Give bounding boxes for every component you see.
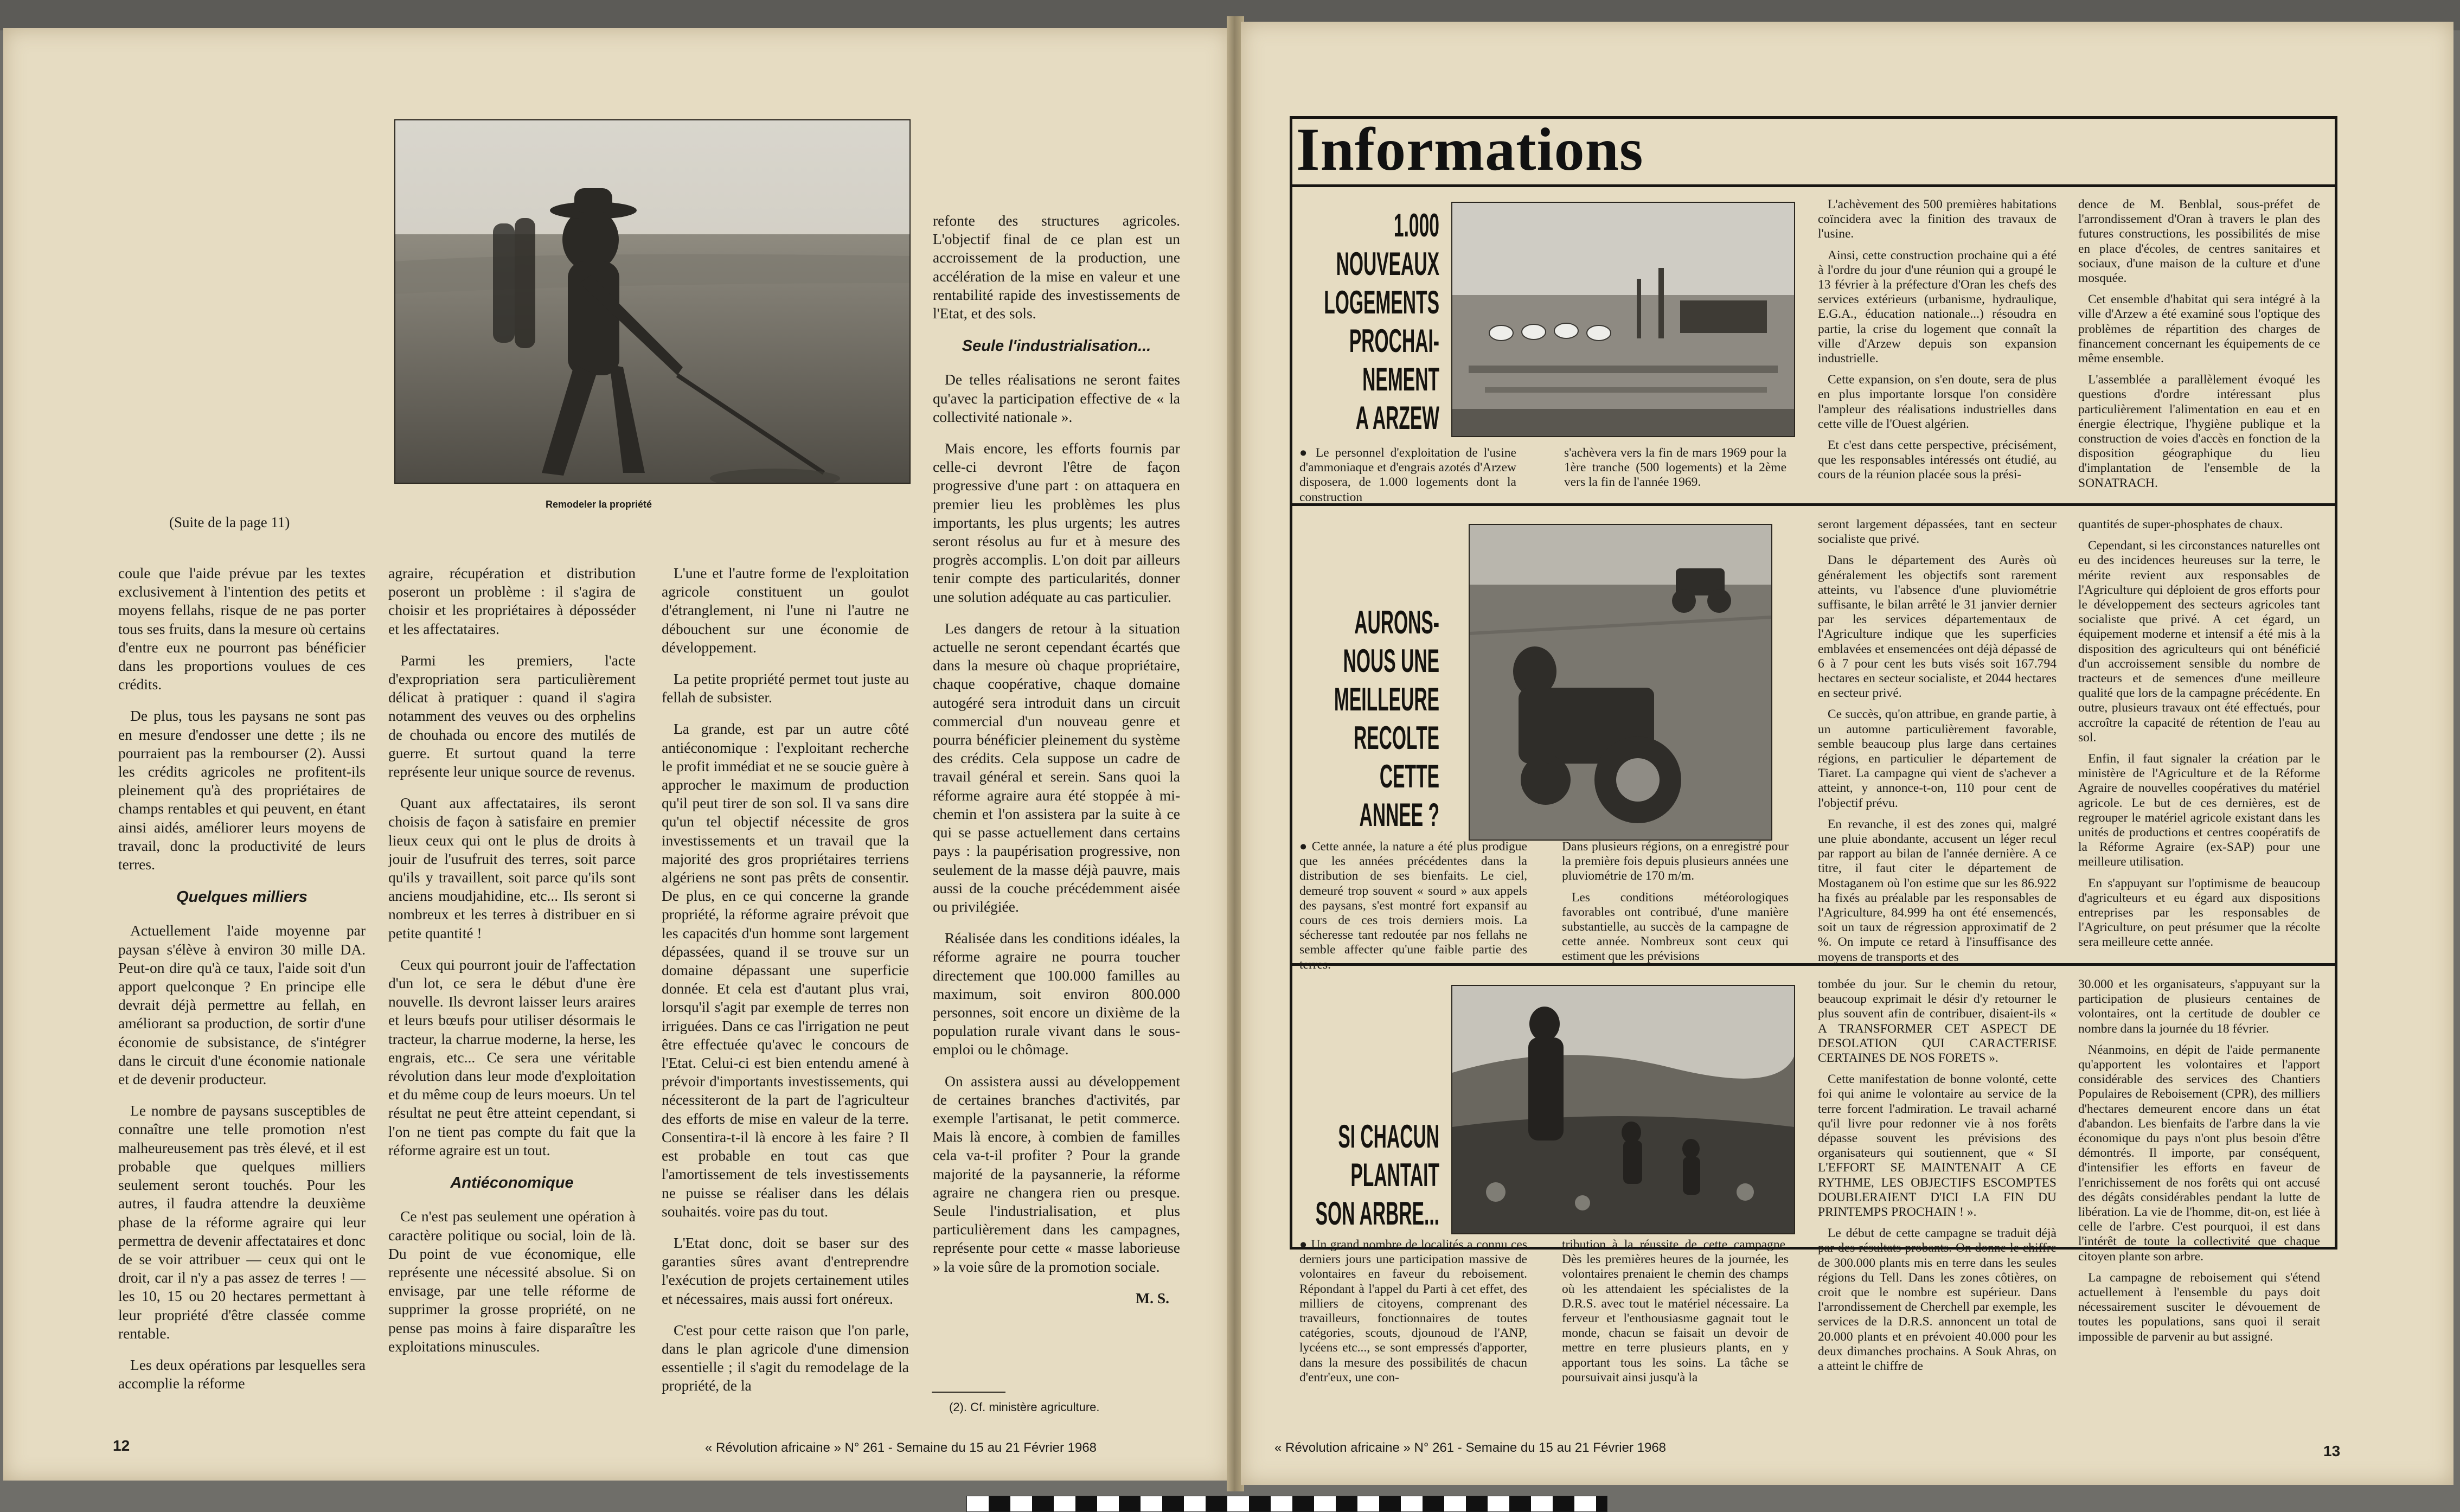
photo-tractors [1469, 524, 1772, 841]
paragraph: La grande, est par un autre côté antiéconomique : l'exploitant recherche le profit immédiat et ne se soucie guère à approcher le maximum de production qu'il peut tirer de son sol. Il va sans dire qu'un tel objectif nécessite de gros investissements et un travail que la majorité des gros propriétaires terriens algériens ne sont pas prêts de consentir. De plus, en ce qui concerne la grande propriété, la réforme agraire prévoit que les capacités d'un homme sont largement dépassées, quand il se trouve sur un domaine dépassant une superficie donnée. Et cela est d'autant plus vrai, lorsqu'il s'agit par exemple de terres non irriguées. Dans ce cas l'irrigation ne peut être effectuée qu'avec le concours de l'Etat. Celui-ci est bien entendu amené à prévoir d'importants investissements, qui nécessiteront de la part de l'agriculteur des efforts de mise en valeur de la terre. Consentira-t-il là encore à les faire ? Il est probable en tout cas que l'amortissement de tels investissements ne puisse se réaliser dans les délais souhaités. voire pas du tout. [662, 720, 909, 1220]
left-column-4 [933, 212, 1180, 1308]
headline-line: MEILLEURE [1334, 681, 1439, 717]
page-footer-left: « Révolution africaine » N° 261 - Semaine du 15 au 21 Février 1968 [705, 1440, 1097, 1455]
continued-from-note: (Suite de la page 11) [169, 514, 290, 530]
paragraph: En s'appuyant sur l'optimisme de beaucoup d'agriculteurs et eu égard aux dispositions entreprises par les responsables de l'Agriculture, on peut présumer que la récolte sera meilleure cette année. [2078, 876, 2320, 950]
paragraph: Ceux qui pourront jouir de l'affectation d'un lot, ce sera le début d'une ère nouvelle. Ils devront laisser leurs araires et leurs bœufs pour utiliser désormais le tracteur, la charrue moderne, la herse, les engrais, etc... Ce sera une véritable révolution dans leur mode d'exploitation et du même coup de leurs moeurs. Un tel résultat ne peut être atteint cependant, si l'on ne tient pas compte du fait que la réforme agraire est un tout. [388, 956, 636, 1158]
paragraph: Le début de cette campagne se traduit déjà par des résultats probants. On donne le chiffre de 300.000 plants mis en terre dans les seules régions du Tell. Dans les zones côtières, on croit que le nombre est supérieur. Dans l'arrondissement de Cherchell par exemple, les services de la D.R.S. annoncent un total de 20.000 plants et en prévoient 40.000 pour les deux dimanches prochains. A Souk Ahras, on a atteint le chiffre de [1818, 1226, 2057, 1374]
article3-column-1 [1818, 977, 2057, 1380]
article2-column-1 [1818, 517, 2057, 971]
paragraph: Actuellement l'aide moyenne par paysan s'élève à environ 30 mille DA. Peut-on dire qu'à ce taux, l'aide soit d'un apport quelconque ? En principe elle devrait déjà permettre au fellah, en améliorant sa production, de sortir d'une économie de subsistance, de s'intégrer dans le circuit d'une économie nationale et de devenir producteur. [118, 922, 366, 1088]
paragraph: Et c'est dans cette perspective, précisément, que les responsables intéressés ont étudié, au cours de la réunion placée sous la prési- [1818, 438, 2057, 482]
paragraph: On assistera aussi au développement de certaines branches d'activités, par exemple l'artisanat, le petit commerce. Mais là encore, à combien de familles cela va-t-il profiter ? Pour la grande majorité de la paysannerie, la réforme agraire ne changera rien ou presque. Seule l'industrialisation, et plus particulièrement dans les campagnes, représente pour cette « masse laborieuse » la voie sûre de la promotion sociale. [933, 1072, 1180, 1275]
paragraph: Les dangers de retour à la situation actuelle ne seront cependant écartés que dans la mesure où chaque propriétaire, chaque coopérative, chaque domaine autogéré sera introduit dans un circuit commercial d'un nouveau genre et pourra bénéficier pleinement du système des crédits. Cela suppose un cadre de travail général et serein. Sans quoi la réforme agraire aura été stoppée à mi-chemin et l'on assistera par la suite à ce qui se passe actuellement dans certains pays : la paupérisation progressive, non seulement de la masse déjà pauvre, mais aussi de la couche précédemment aisée ou privilégiée. [933, 619, 1180, 915]
author-signature: M. S. [1136, 1289, 1169, 1306]
paragraph: Dans plusieurs régions, on a enregistré pour la première fois depuis plusieurs années une pluviométrie de 170 m/m. [1562, 840, 1789, 883]
paragraph: C'est pour cette raison que l'on parle, dans le plan agricole d'une dimension essentielle ; il s'agit du remodelage de la propriété, de la [662, 1321, 909, 1394]
paragraph: Enfin, il faut signaler la création par le ministère de l'Agriculture et de la Réforme Agraire de nouvelles coopératives du matériel agricole. Le but de ces dernières, est de regrouper le matériel agricole existant dans les unités de productions et centres coopératifs de la Réforme Agraire (ex-SAP) pour une meilleure utilisation. [2078, 752, 2320, 869]
headline-line: ANNEE ? [1359, 797, 1439, 833]
article2-lead-2 [1562, 840, 1789, 971]
photo-tree-planting-image [1452, 986, 1794, 1233]
paragraph: Cette expansion, on s'en doute, sera de plus en plus importante lorsque l'on considère l'ampleur des réalisations industrielles dans cette ville de l'Ouest algérien. [1818, 373, 2057, 431]
paragraph: Dans le département des Aurès où généralement les objectifs sont rarement atteints, vu l'absence d'une pluviométrie suffisante, le bilan arrêté le 31 janvier dernier par les services départementaux de l'Agriculture indique que les superficies emblavées et ensemencées ont déjà dépassé de 6 à 7 pour cent les buts visés soit 167.794 hectares en secteur socialiste, et 2044 hectares en secteur privé. [1818, 553, 2057, 701]
headline-line: A ARZEW [1355, 400, 1439, 436]
paragraph: Parmi les premiers, l'acte d'expropriation sera particulièrement délicat à pratiquer : quand il s'agira notamment des veuves ou des orphelins de chouhada ou encore des mutilés de guerre. Et surtout quand la terre représente leur unique source de revenus. [388, 651, 636, 780]
headline-line: AURONS- [1354, 604, 1439, 640]
paragraph: dence de M. Benblal, sous-préfet de l'arrondissement d'Oran à travers le plan des futures constructions, les possibilités de mise en place d'écoles, de centres sanitaires et sociaux, d'une maison de la culture et d'une mosquée. [2078, 197, 2320, 286]
paragraph: L'achèvement des 500 premières habitations coïncidera avec la finition des travaux de l'usine. [1818, 197, 2057, 241]
scan-ruler [966, 1496, 1607, 1512]
photo-arzew-plant-image [1452, 203, 1794, 436]
paragraph: agraire, récupération et distribution poseront un problème : il s'agira de choisir et les propriétaires à déposséder et les affectataires. [388, 565, 636, 637]
paragraph: La petite propriété permet tout juste au fellah de subsister. [662, 670, 909, 706]
article1-lead-1: ● Le personnel d'exploitation de l'usine d'ammoniaque et d'engrais azotés d'Arzew disposera, de 1.000 logements dont la construction [1299, 446, 1516, 504]
headline-line: PLANTAIT [1350, 1157, 1439, 1193]
paragraph: En revanche, il est des zones qui, malgré une pluie abondante, accusent un léger recul par rapport au bilan de l'année dernière. A ce titre, il faut citer le département de Mostaganem où l'on estime que sur les 86.922 ha fixés au préalable par les responsables de l'Agriculture, 84.999 ha ont été ensemencés, soit un taux de régression approximatif de 2 %. On impute ce retard à l'insuffisance des moyens de transports et des [1818, 817, 2057, 964]
paragraph: coule que l'aide prévue par les textes exclusivement à l'intention des petits et moyens fellahs, risque de ne pas porter tous ses fruits, dans la mesure où certains d'entre eux ne pourront pas bénéficier dans les proportions voulues de ces crédits. [118, 565, 366, 693]
headline-reboisement [1241, 1117, 1439, 1233]
headline-line: LOGEMENTS [1324, 284, 1439, 321]
headline-recolte [1241, 603, 1439, 834]
paragraph: 30.000 et les organisateurs, s'appuyant sur la participation de plusieurs centaines de volontaires, ont la certitude de doubler ce nombre dans la journée du 18 février. [2078, 977, 2320, 1036]
paragraph: Mais encore, les efforts fournis par celle-ci devront l'être de façon progressive d'une part : on attaquera en premier lieu les problèmes les plus importants, les plus urgents; les autres seront résolus au fur et à mesure des progrès accomplis. L'on doit par ailleurs tenir compte des particularités, donner une solution adéquate au cas particulier. [933, 440, 1180, 605]
footnote-rule [932, 1392, 1005, 1393]
article3-lead-2: tribution à la réussite de cette campagne. Dès les premières heures de la journée, les volontaires prenaient le chemin des champs où les attendaient les spécialistes de la D.R.S. avec tout le matériel nécessaire. La ferveur et l'enthousiasme gagnait tout le monde, chacun se faisait un devoir de mettre en terre plusieurs plants, en y apportant tous les soins. La tâche se poursuivait ainsi jusqu'à la [1562, 1238, 1789, 1385]
title-rule [1290, 184, 2335, 187]
subheading: Seule l'industrialisation... [962, 337, 1151, 355]
paragraph: L'Etat donc, doit se baser sur des garanties sûres avant d'entreprendre l'exécution de projets certainement utiles et nécessaires, mais aussi fort onéreux. [662, 1234, 909, 1307]
paragraph: quantités de super-phosphates de chaux. [2078, 517, 2283, 531]
headline-line: NEMENT [1362, 361, 1439, 398]
article1-lead-2: s'achèvera vers la fin de mars 1969 pour la 1ère tranche (500 logements) et la 2ème vers la fin de l'année 1969. [1564, 446, 1786, 490]
photo-arzew-plant [1451, 202, 1795, 437]
photo-tractors-image [1470, 525, 1771, 840]
footnote: (2). Cf. ministère agriculture. [949, 1400, 1100, 1414]
headline-line: PROCHAI- [1349, 323, 1439, 359]
paragraph: Cependant, si les circonstances naturelles ont eu des incidences heureuses sur la terre, le mérite revient aux responsables de l'Agriculture qui déploient de gros efforts pour le développement des secteurs agricoles tant socialiste que privé. A cet égard, un équipement moderne et intensif a été mis à la disposition des agriculteurs qui ont bénéficié d'un accroissement sensible du nombre de tracteurs et de semences d'une meilleure qualité que lors de la campagne précédente. En outre, plusieurs travaux ont été effectués, pour accroître la capacité de rétention de l'eau au sol. [2078, 539, 2320, 745]
headline-line: 1.000 [1393, 207, 1439, 244]
article1-column-2 [2078, 197, 2320, 497]
headline-line: CETTE [1379, 758, 1439, 795]
page-number-right: 13 [2323, 1443, 2341, 1459]
paragraph: L'assemblée a parallèlement évoqué les questions d'ordre intéressant plus particulièrement l'alimentation en eau et en énergie électrique, l'hygiène publique et la construction de voies d'accès en fonction de la disposition géographique du lieu d'implantation de l'ensemble de la SONATRACH. [2078, 373, 2320, 490]
article2-column-2 [2078, 517, 2320, 957]
article2-lead-1: ● Cette année, la nature a été plus prodigue que les années précédentes dans la distribution de ses bienfaits. Le ciel, demeuré trop souvent « sourd » aux appels des paysans, s'est montré fort expansif au cours de ces trois derniers mois. La sécheresse tant redoutée par nos fellahs ne semble affecter qu'une faible partie des terres. [1299, 840, 1527, 972]
paragraph: De telles réalisations ne seront faites qu'avec la participation effective de « la collectivité nationale ». [933, 371, 1180, 425]
paragraph: Les conditions météorologiques favorables ont contribué, d'une manière substantielle, au succès de la campagne de cette année. Nombreux sont ceux qui estiment que les prévisions [1562, 890, 1789, 964]
paragraph: De plus, tous les paysans ne sont pas en mesure d'endosser une dette ; ils ne pourraient pas la rembourser (2). Aussi les crédits agricoles ne profitent-ils pleinement qu'à des propriétaires de champs rentables et qui peuvent, en étant ainsi aidés, améliorer leurs moyens de travail, donc la productivité de leurs terres. [118, 707, 366, 873]
article1-column-1 [1818, 197, 2057, 489]
paragraph: seront largement dépassées, tant en secteur socialiste que privé. [1818, 517, 2057, 547]
headline-line: NOUVEAUX [1336, 246, 1439, 282]
page-footer-right: « Révolution africaine » N° 261 - Semaine du 15 au 21 Février 1968 [1274, 1440, 1667, 1455]
article3-column-2 [2078, 977, 2320, 1351]
left-column-1 [118, 564, 366, 1406]
section-title: Informations [1296, 116, 1644, 183]
paragraph: refonte des structures agricoles. L'objectif final de ce plan est un accroissement de la production, une accélération de la mise en valeur et une rentabilité rapide des investissements de l'Etat, et des sols. [933, 212, 1180, 322]
left-column-3 [662, 564, 909, 1408]
paragraph: Ainsi, cette construction prochaine qui a été à l'ordre du jour d'une réunion qui a groupé le 13 février à la préfecture d'Oran les chefs des services extérieurs (urbanisme, hydraulique, E.G.A., éducation nationale...) résoudra en partie, la crise du logement que connaît la ville d'Arzew depuis son expansion industrielle. [1818, 248, 2057, 366]
paragraph: L'une et l'autre forme de l'exploitation agricole constituent un goulot d'étranglement, ni l'une ni l'autre ne débouchent sur une économie de développement. [662, 565, 909, 656]
paragraph: Réalisée dans les conditions idéales, la réforme agraire ne pourra toucher directement que 100.000 familles au maximum, soit environ 800.000 personnes, soit encore un dixième de la population rurale vivant dans le sous-emploi ou le chômage. [933, 930, 1180, 1058]
paragraph: Cet ensemble d'habitat qui sera intégré à la ville d'Arzew a été examiné sous l'optique des problèmes de répartition des charges de financement concernant les équipements de ce même ensemble. [2078, 292, 2320, 366]
paragraph: Ce n'est pas seulement une opération à caractère politique ou social, loin de là. Du point de vue économique, elle représente une nécessité absolue. Si on envisage, par une telle réforme de supprimer la grosse propriété, on ne pense pas moins à faire disparaître les exploitations minuscules. [388, 1208, 636, 1355]
photo-farmer-spraying-image [395, 120, 909, 483]
headline-logements [1241, 206, 1439, 437]
left-column-2 [388, 564, 636, 1369]
subheading: Quelques milliers [176, 888, 308, 906]
photo-tree-planting [1451, 985, 1795, 1234]
photo-farmer-spraying [394, 119, 911, 484]
paragraph: Cette manifestation de bonne volonté, cette foi qui anime le volontaire au service de la terre forcent l'admiration. Le travail acharné qu'il livre pour redonner vie à nos forêts dépasse souvent les prévisions des organisateurs qui soutiennent, que « SI L'EFFORT SE MAINTENAIT A CE RYTHME, LES OBJECTIFS ESCOMPTES DOUBLERAIENT D'ICI LA FIN DU PRINTEMPS PROCHAIN ! ». [1818, 1072, 2057, 1220]
paragraph: Quant aux affectataires, ils seront choisis de façon à satisfaire en premier lieux ceux qui ont le plus de droits à jouir de l'usufruit des terres, soit parce qu'ils y travaillent, soit parce qu'ils sont anciens moudjahidine, etc... Ils seront si nombreux et les terres à distribuer en si petite quantité ! [388, 795, 636, 941]
paragraph: Le nombre de paysans susceptibles de connaître une telle promotion n'est malheureusement pas très élevé, et il est probable que quelques milliers seulement seront touchés. Pour les autres, il faudra attendre la deuxième phase de la réforme agraire qui leur permettra de devenir affectataires et donc de se voir attribuer — ceux qui ont le droit, car il n'y a pas assez de terres ! — les 10, 15 ou 20 hectares permettant à leur propriété d'être classée comme rentable. [118, 1102, 366, 1342]
paragraph: Les deux opérations par lesquelles sera accomplie la réforme [118, 1356, 366, 1392]
paragraph: Néanmoins, en dépit de l'aide permanente qu'apportent les volontaires et l'apport considérable des services des Chantiers Populaires de Reboisement (CPR), des milliers d'hectares demeurent encore dans un état d'abandon. Les bienfaits de l'arbre dans la vie économique du pays n'ont plus besoin d'être démontrés. Il importe, par conséquent, d'intensifier les efforts en faveur de l'enrichissement de nos forêts qui ont accusé des dégâts considérables pendant la lutte de libération. La vie de l'homme, dit-on, est liée à celle de l'arbre. C'est pourquoi, il est dans l'intérêt de toute la collectivité que chaque citoyen plante son arbre. [2078, 1042, 2320, 1264]
photo-caption: Remodeler la propriété [546, 499, 652, 510]
headline-line: NOUS UNE [1343, 643, 1439, 679]
paragraph: Ce succès, qu'on attribue, en grande partie, à un automne particulièrement favorable, semble beaucoup plus large dans certaines régions, en particulier le département de Tiaret. La campagne qui vient de s'achever a atteint, y annonce-t-on, 110 pour cent de l'objectif prévu. [1818, 707, 2057, 810]
article3-lead-1: ● Un grand nombre de localités a connu ces derniers jours une participation massive de volontaires en faveur du reboisement. Répondant à l'appel du Parti à cet effet, des milliers de citoyens, comprenant des travailleurs, fonctionnaires de toutes catégories, scouts, djounoud de l'ANP, lycéens etc..., se sont empressés d'apporter, dans la mesure des possibilités de chacun d'entr'eux, une con- [1299, 1238, 1527, 1385]
headline-line: RECOLTE [1353, 720, 1439, 756]
headline-line: SI CHACUN [1338, 1118, 1439, 1155]
page-number-left: 12 [113, 1437, 130, 1454]
paragraph: tombée du jour. Sur le chemin du retour, beaucoup exprimait le désir d'y retourner le plus souvent afin de contribuer, disaient-ils « A TRANSFORMER CET ASPECT DE DESOLATION QUI CARACTERISE CERTAINES DE NOS FORETS ». [1818, 977, 2057, 1066]
paragraph: La campagne de reboisement qui s'étend actuellement à l'ensemble du pays doit nécessairement susciter le dévouement de toutes les populations, sans quoi il serait impossible de parvenir au but assigné. [2078, 1270, 2320, 1344]
headline-line: SON ARBRE... [1315, 1195, 1439, 1232]
subheading: Antiéconomique [450, 1174, 574, 1192]
